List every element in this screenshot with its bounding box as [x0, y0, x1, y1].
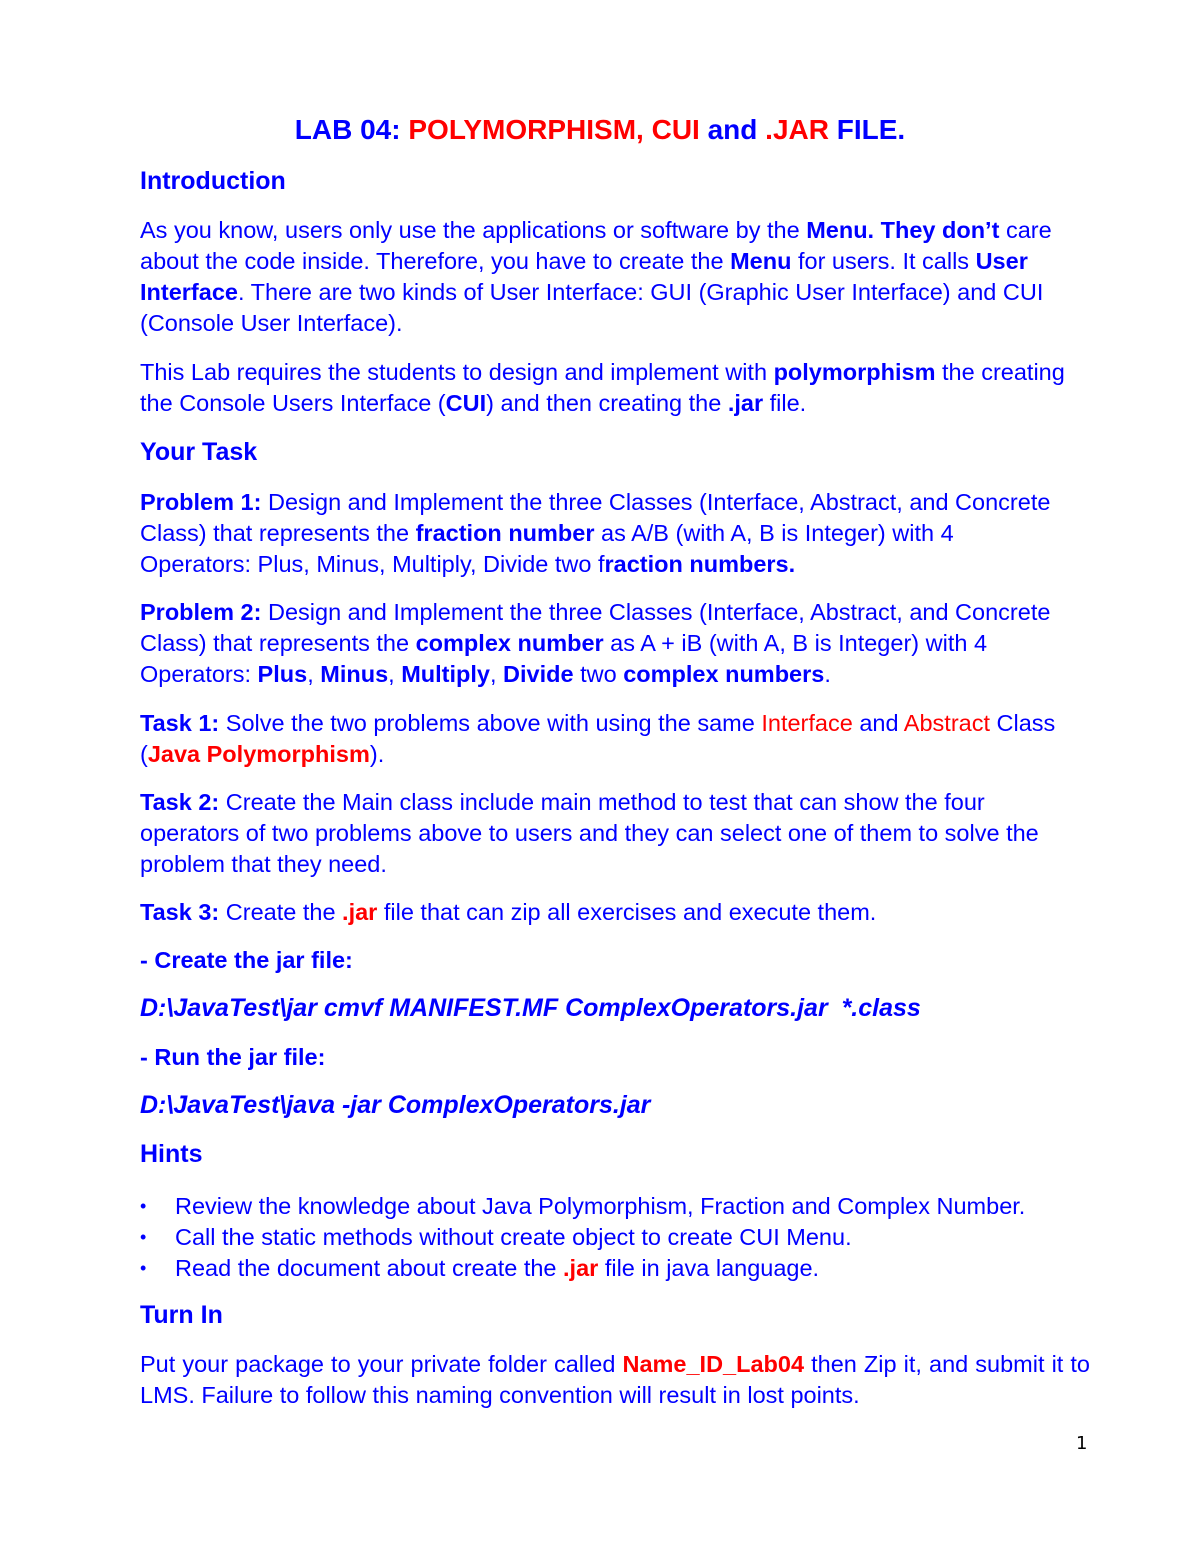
turn-in-paragraph: Put your package to your private folder called Name_ID_Lab04 then Zip it, and submit it to LMS. Failure to follow this naming convention will result in lost points. [140, 1351, 1090, 1408]
introduction-paragraph-1: As you know, users only use the applications or software by the Menu. They don’t care about the code inside. Therefore, you have to create the Menu for users. It calls User Interface. There are two kinds of User Interface: GUI (Graphic User Interface) and CUI (Console User Interface). [140, 217, 1052, 336]
bullet-icon: • [140, 1227, 147, 1247]
hint-item: • Call the static methods without create object to create CUI Menu. [140, 1222, 1120, 1253]
problem-1-paragraph: Problem 1: Design and Implement the three Classes (Interface, Abstract, and Concrete Class) that represents the fraction number as A/B (with A, B is Integer) with 4 Operators: Plus, Minus, Multiply, Divide two fraction numbers. [140, 489, 1051, 577]
title-polymorphism: POLYMORPHISM [408, 114, 637, 145]
title-jar: .JAR [765, 114, 829, 145]
task-1-paragraph: Task 1: Solve the two problems above with using the same Interface and Abstract Class (Java Polymorphism). [140, 710, 1056, 767]
title-comma: , [636, 114, 652, 145]
create-jar-command: D:\JavaTest\jar cmvf MANIFEST.MF ComplexOperators.jar *.class [140, 994, 921, 1022]
page-number: 1 [1076, 1433, 1088, 1454]
bullet-icon: • [140, 1196, 147, 1216]
create-jar-label: - Create the jar file: [140, 947, 353, 973]
introduction-heading: Introduction [140, 167, 286, 195]
hint-item: • Read the document about create the .jar file in java language. [140, 1253, 1120, 1284]
turn-in-heading: Turn In [140, 1301, 223, 1329]
title-file: FILE. [828, 114, 906, 145]
hints-heading: Hints [140, 1140, 203, 1168]
task-2-paragraph: Task 2: Create the Main class include main method to test that can show the four operators of two problems above to users and they can select one of them to solve the problem that they need. [140, 789, 1039, 877]
title-prefix: LAB 04: [294, 114, 409, 145]
page-title [0, 113, 1200, 147]
your-task-heading: Your Task [140, 438, 258, 466]
hint-item: • Review the knowledge about Java Polymorphism, Fraction and Complex Number. [140, 1191, 1120, 1222]
problem-2-paragraph: Problem 2: Design and Implement the three Classes (Interface, Abstract, and Concrete Class) that represents the complex number as A + iB (with A, B is Integer) with 4 Operators: Plus, Minus, Multiply, Divide two complex numbers. [140, 599, 1051, 687]
introduction-paragraph-2: This Lab requires the students to design and implement with polymorphism the creating the Console Users Interface (CUI) and then creating the .jar file. [140, 359, 1065, 416]
run-jar-label: - Run the jar file: [140, 1044, 326, 1070]
title-cui: CUI [651, 114, 700, 145]
hints-list [140, 1191, 1120, 1284]
run-jar-command: D:\JavaTest\java -jar ComplexOperators.jar [140, 1091, 651, 1119]
title-and: and [699, 114, 766, 145]
task-3-paragraph: Task 3: Create the .jar file that can zip all exercises and execute them. [140, 899, 877, 925]
bullet-icon: • [140, 1258, 147, 1278]
